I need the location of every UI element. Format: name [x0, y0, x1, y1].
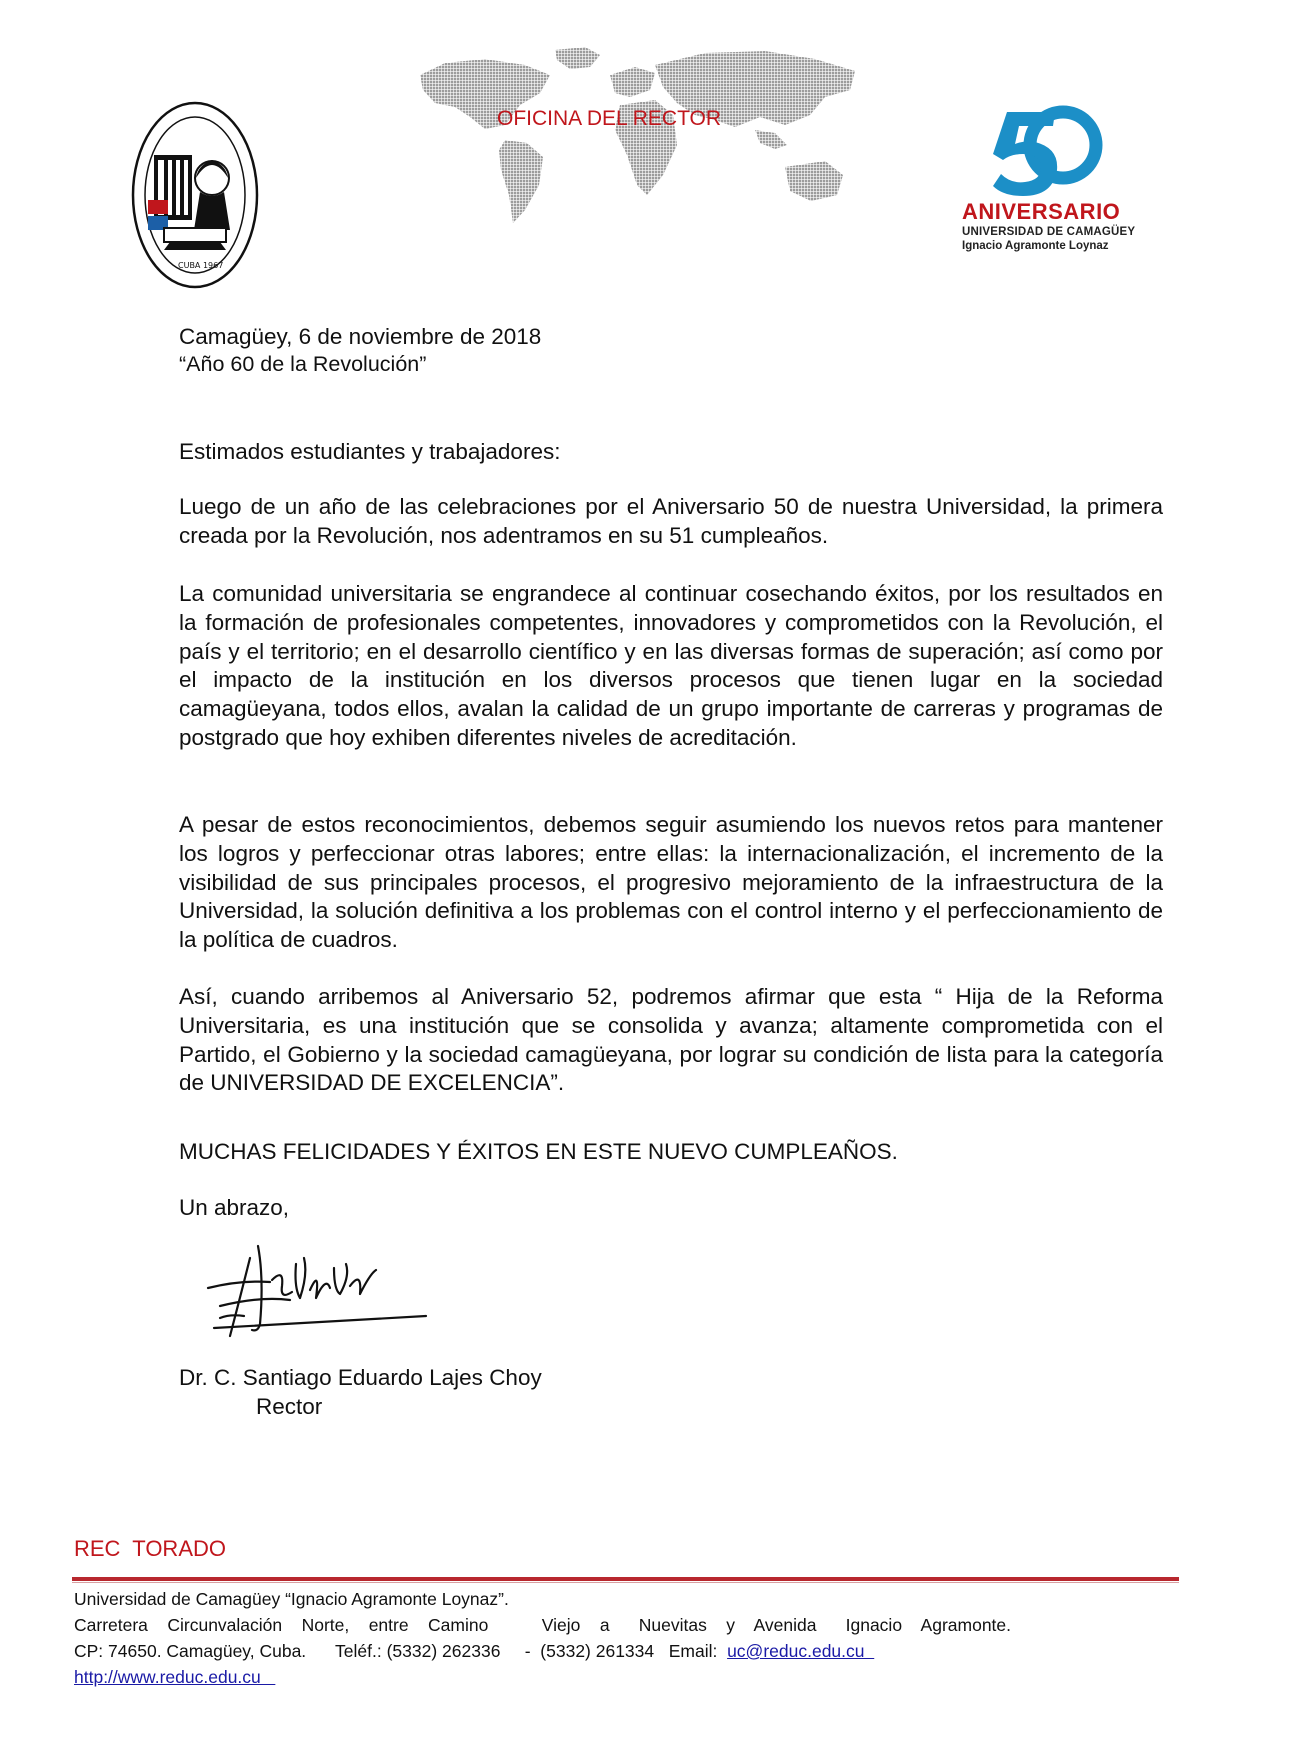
signer-role: Rector — [256, 1394, 323, 1419]
footer-contact-text: CP: 74650. Camagüey, Cuba. Teléf.: (5332) 262336 - (5332) 261334 Email: — [74, 1641, 728, 1661]
footer-website-line — [74, 1667, 275, 1688]
office-title: OFICINA DEL RECTOR — [497, 107, 722, 130]
paragraph-3: A pesar de estos reconocimientos, debemos seguir asumiendo los nuevos retos para mantener los logros y perfeccionar otras labores; entre ellas: la internacionalización, el incremento de la visibilidad de sus principales procesos, el progresivo mejoramiento de la infraestructura de la Universidad, la solución definitiva a los problemas con el control interno y el perfeccionamiento de la política de cuadros. — [179, 812, 1163, 953]
year-motto: “Año 60 de la Revolución” — [179, 352, 427, 376]
paragraph-2: La comunidad universitaria se engrandece al continuar cosechando éxitos, por los resultados en la formación de profesionales competentes, innovadores y comprometidos con la Revolución, el país y el territorio; en el desarrollo científico y en las diversas formas de superación; así como por el impacto de la institución en los diversos procesos que tienen lugar en la sociedad camagüeyana, todos ellos, avalan la calidad de un grupo importante de carreras y programas de postgrado que hoy exhiben diferentes niveles de acreditación. — [179, 581, 1163, 750]
footer-institution: Universidad de Camagüey “Ignacio Agramonte Loynaz”. — [74, 1589, 509, 1609]
website-link[interactable]: http://www.reduc.edu.cu — [74, 1667, 276, 1687]
closing: Un abrazo, — [179, 1195, 290, 1220]
anniversary-word: ANIVERSARIO — [962, 199, 1121, 224]
handwritten-signature — [200, 1228, 430, 1348]
footer-divider-shadow — [72, 1582, 1179, 1583]
paragraph-1: Luego de un año de las celebraciones por el Aniversario 50 de nuestra Universidad, la primera creada por la Revolución, nos adentramos en su 51 cumpleaños. — [179, 494, 1163, 548]
signer-name: Dr. C. Santiago Eduardo Lajes Choy — [179, 1365, 542, 1390]
department-label: REC TORADO — [74, 1536, 226, 1561]
svg-text:CUBA 1967: CUBA 1967 — [178, 261, 224, 270]
footer-contact — [74, 1641, 874, 1662]
paragraph-4: Así, cuando arribemos al Aniversario 52, podremos afirmar que esta “ Hija de la Reforma Universitaria, es una institución que se consolida y avanza; altamente comprometida con el Partido, el Gobierno y la sociedad camagüeyana, por lograr su condición de lista para la categoría de UNIVERSIDAD DE EXCELENCIA”. — [179, 984, 1163, 1096]
university-seal-logo — [130, 100, 260, 290]
email-link[interactable]: uc@reduc.edu.cu — [727, 1641, 875, 1661]
congratulations-line: MUCHAS FELICIDADES Y ÉXITOS EN ESTE NUEVO CUMPLEAÑOS. — [179, 1139, 898, 1164]
footer-address: Carretera Circunvalación Norte, entre Camino Viejo a Nuevitas y Avenida Ignacio Agramonte. — [74, 1615, 1012, 1635]
anniversary-name: Ignacio Agramonte Loynaz — [962, 240, 1109, 252]
footer-divider — [72, 1577, 1179, 1581]
letter-date: Camagüey, 6 de noviembre de 2018 — [179, 324, 542, 349]
world-map-image — [415, 45, 865, 230]
anniversary-university: UNIVERSIDAD DE CAMAGÜEY — [962, 226, 1136, 238]
greeting: Estimados estudiantes y trabajadores: — [179, 439, 561, 464]
anniversary-five-glyph — [985, 108, 1065, 200]
